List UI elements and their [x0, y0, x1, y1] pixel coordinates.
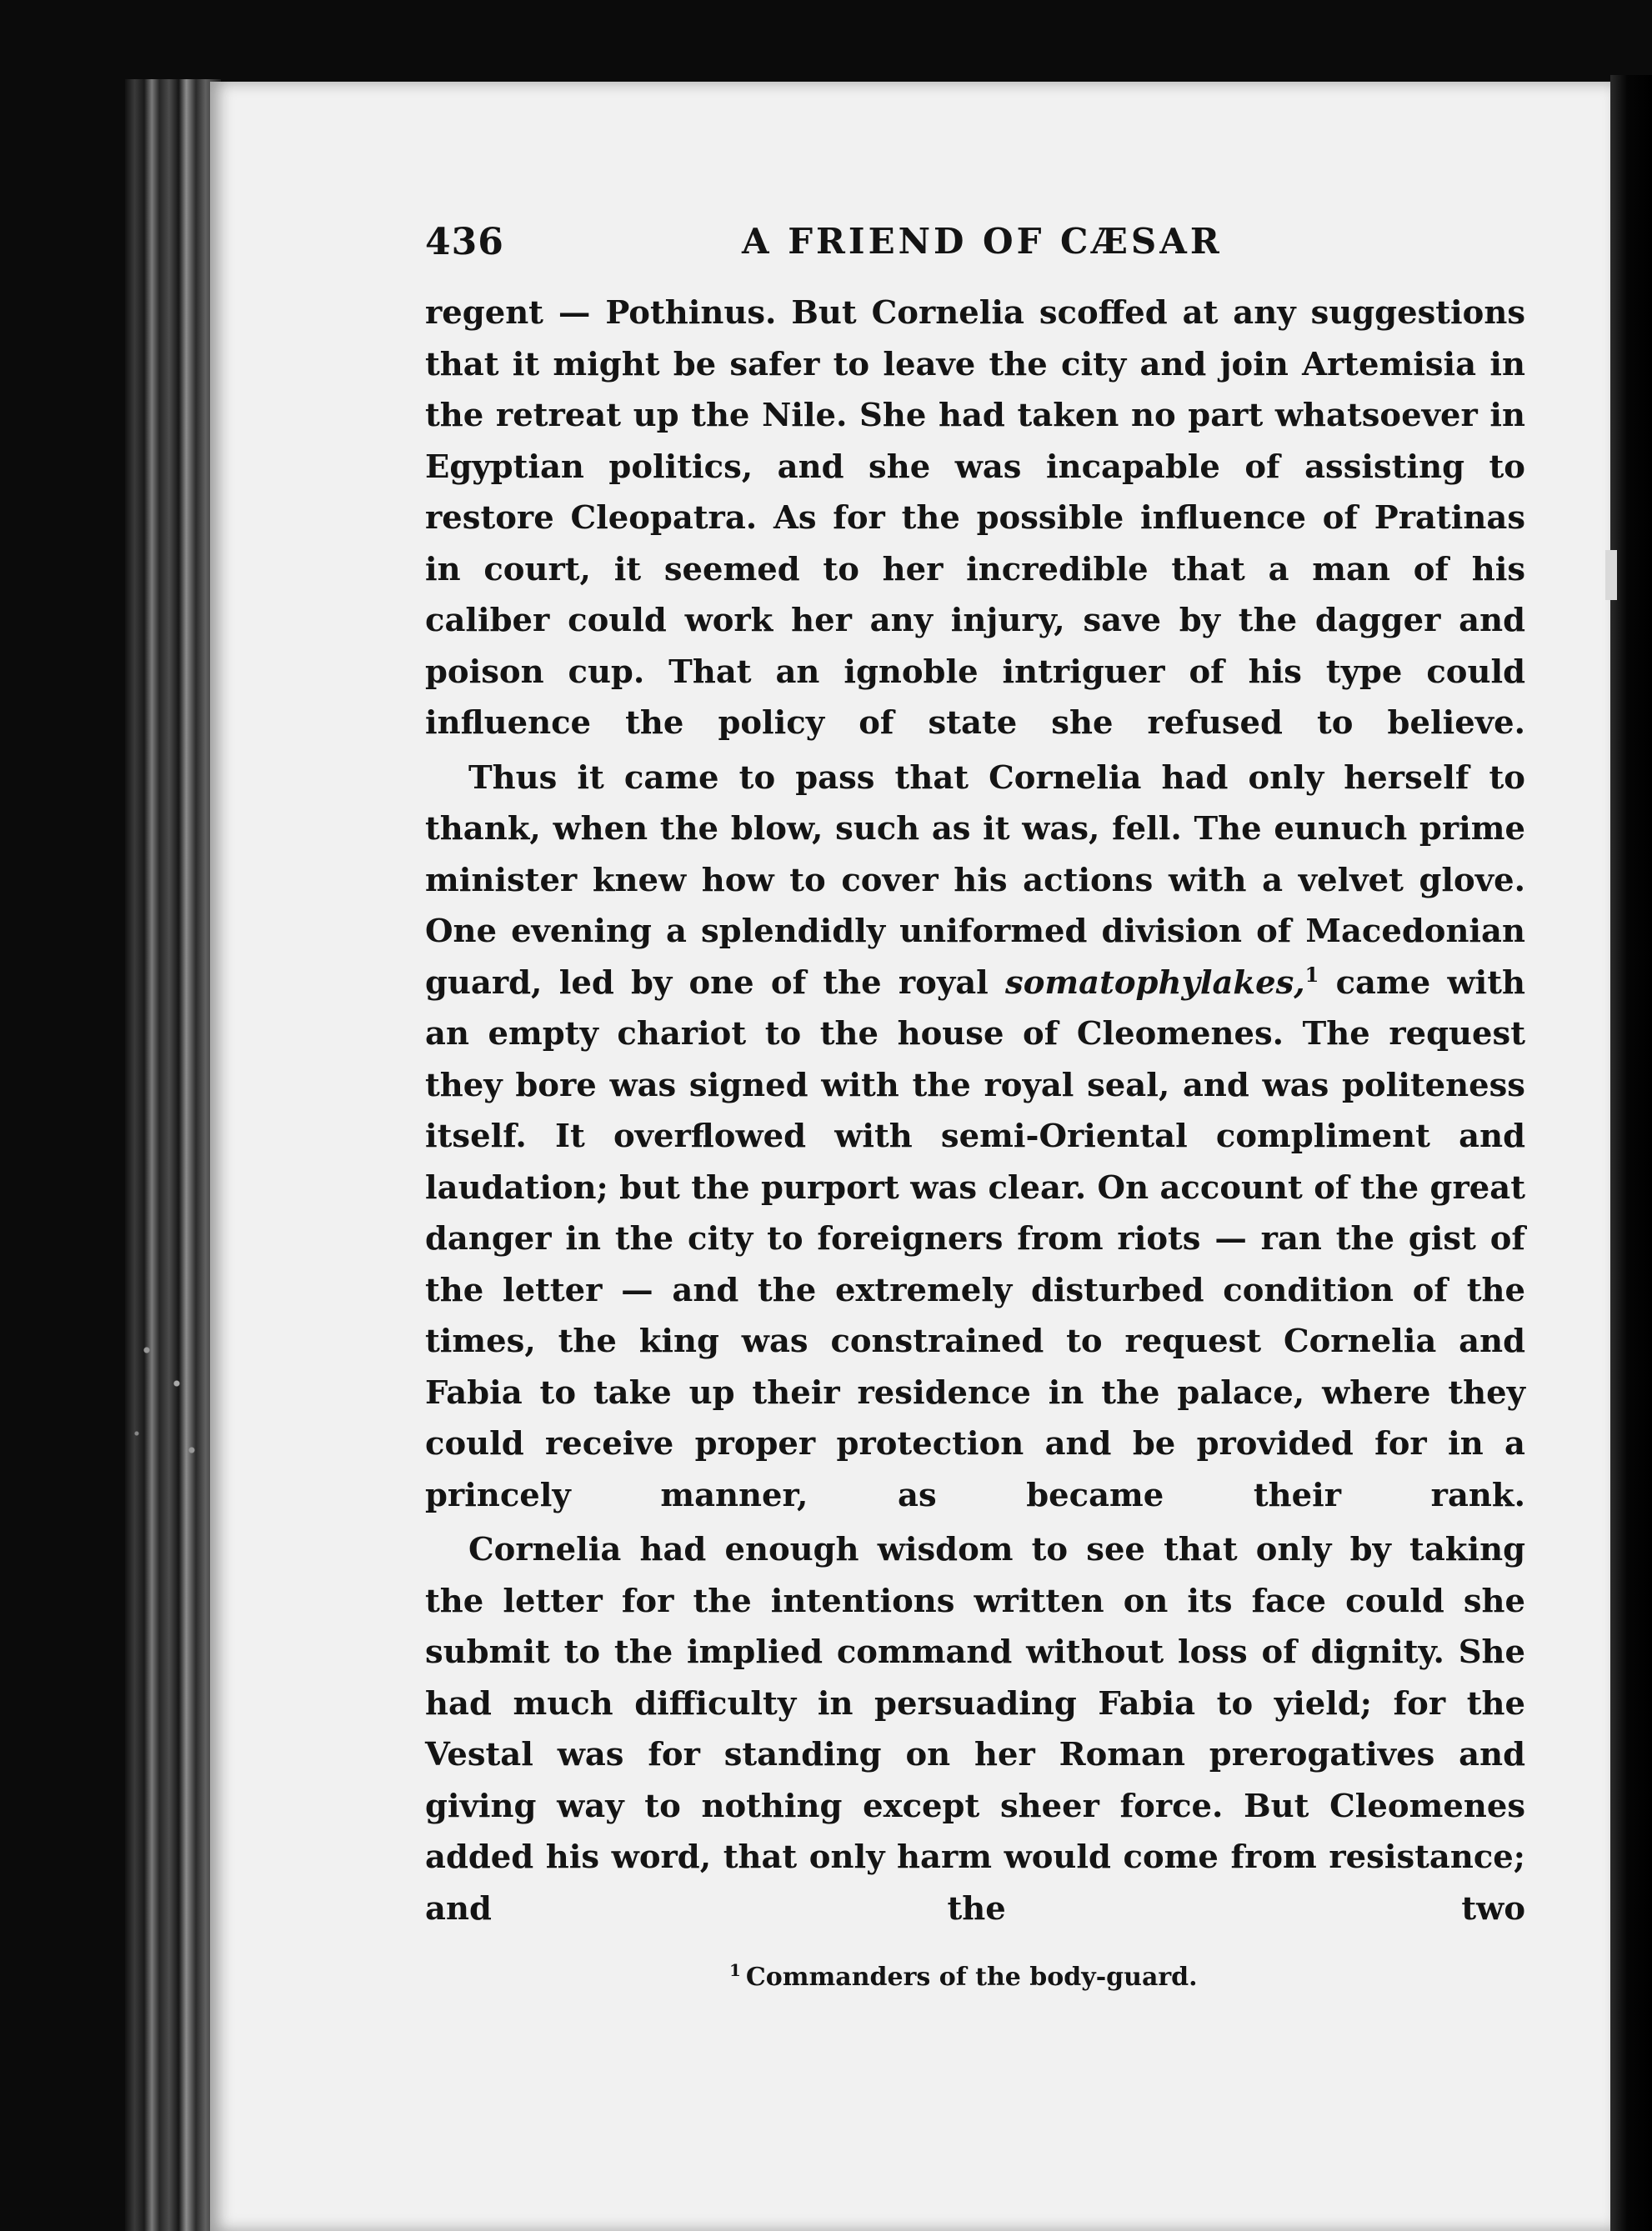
footnote-text: Commanders of the body-guard.: [745, 1963, 1198, 1992]
paragraph-3: Cornelia had enough wisdom to see that only by taking the letter for the intentions written on its face could she submit to the implied command without loss of dignity. She had much difficulty in persuading Fabia to yield; for the Vestal was for standing on her Roman prerogatives and giving way to nothing except sheer force. But Cleomenes added his word, that only harm would come from resistance; and the two: [425, 1531, 1525, 1928]
running-head: [425, 221, 1525, 288]
paragraph-2: [425, 753, 1525, 1522]
paragraph-2-text-before: Thus it came to pass that Cornelia had only herself to thank, when the blow, such as it was, fell. The eunuch prime minister knew how to cover his actions with a velvet glove. One evening a splendidly uniformed division of Macedonian guard, led by one of the royal: [425, 758, 1525, 1002]
footnote: [729, 1960, 1198, 1992]
footnote-reference: 1: [1304, 962, 1319, 987]
paragraph-2-text-after: came with an empty chariot to the house of Cleomenes. The request they bore was signed with the royal seal, and was politeness itself. It overflowed with semi-Oriental compliment and laudation; but the purport was clear. On account of the great danger in the city to foreigners from riots — ran the gist of the letter — and the extremely disturbed condition of the times, the king was constrained to request Cornelia and Fabia to take up their residence in the palace, where they could receive proper protection and be provided for in a princely manner, as became their rank.: [425, 963, 1525, 1514]
paragraph-2-italic-term: somatophylakes,: [1005, 963, 1305, 1002]
page-right-edge: [1610, 75, 1652, 2231]
binding-specks: [117, 1317, 217, 1483]
page-text-block: [425, 221, 1525, 1934]
page-number: 436: [425, 221, 504, 263]
running-title: A FRIEND OF CÆSAR: [742, 221, 1223, 262]
book-binding: [125, 79, 221, 2231]
page-edge-mark: [1605, 550, 1617, 600]
paragraph-1: regent — Pothinus. But Cornelia scoffed at any suggestions that it might be safer to leave the city and join Artemisia in the retreat up the Nile. She had taken no part whatsoever in Egyptian politics, and she was incapable of assisting to restore Cleopatra. As for the possible influence of Pratinas in court, it seemed to her incredible that a man of his caliber could work her any injury, save by the dagger and poison cup. That an ignoble intriguer of his type could influence the policy of state she refused to believe.: [425, 294, 1525, 742]
footnote-number: 1: [729, 1960, 741, 1980]
